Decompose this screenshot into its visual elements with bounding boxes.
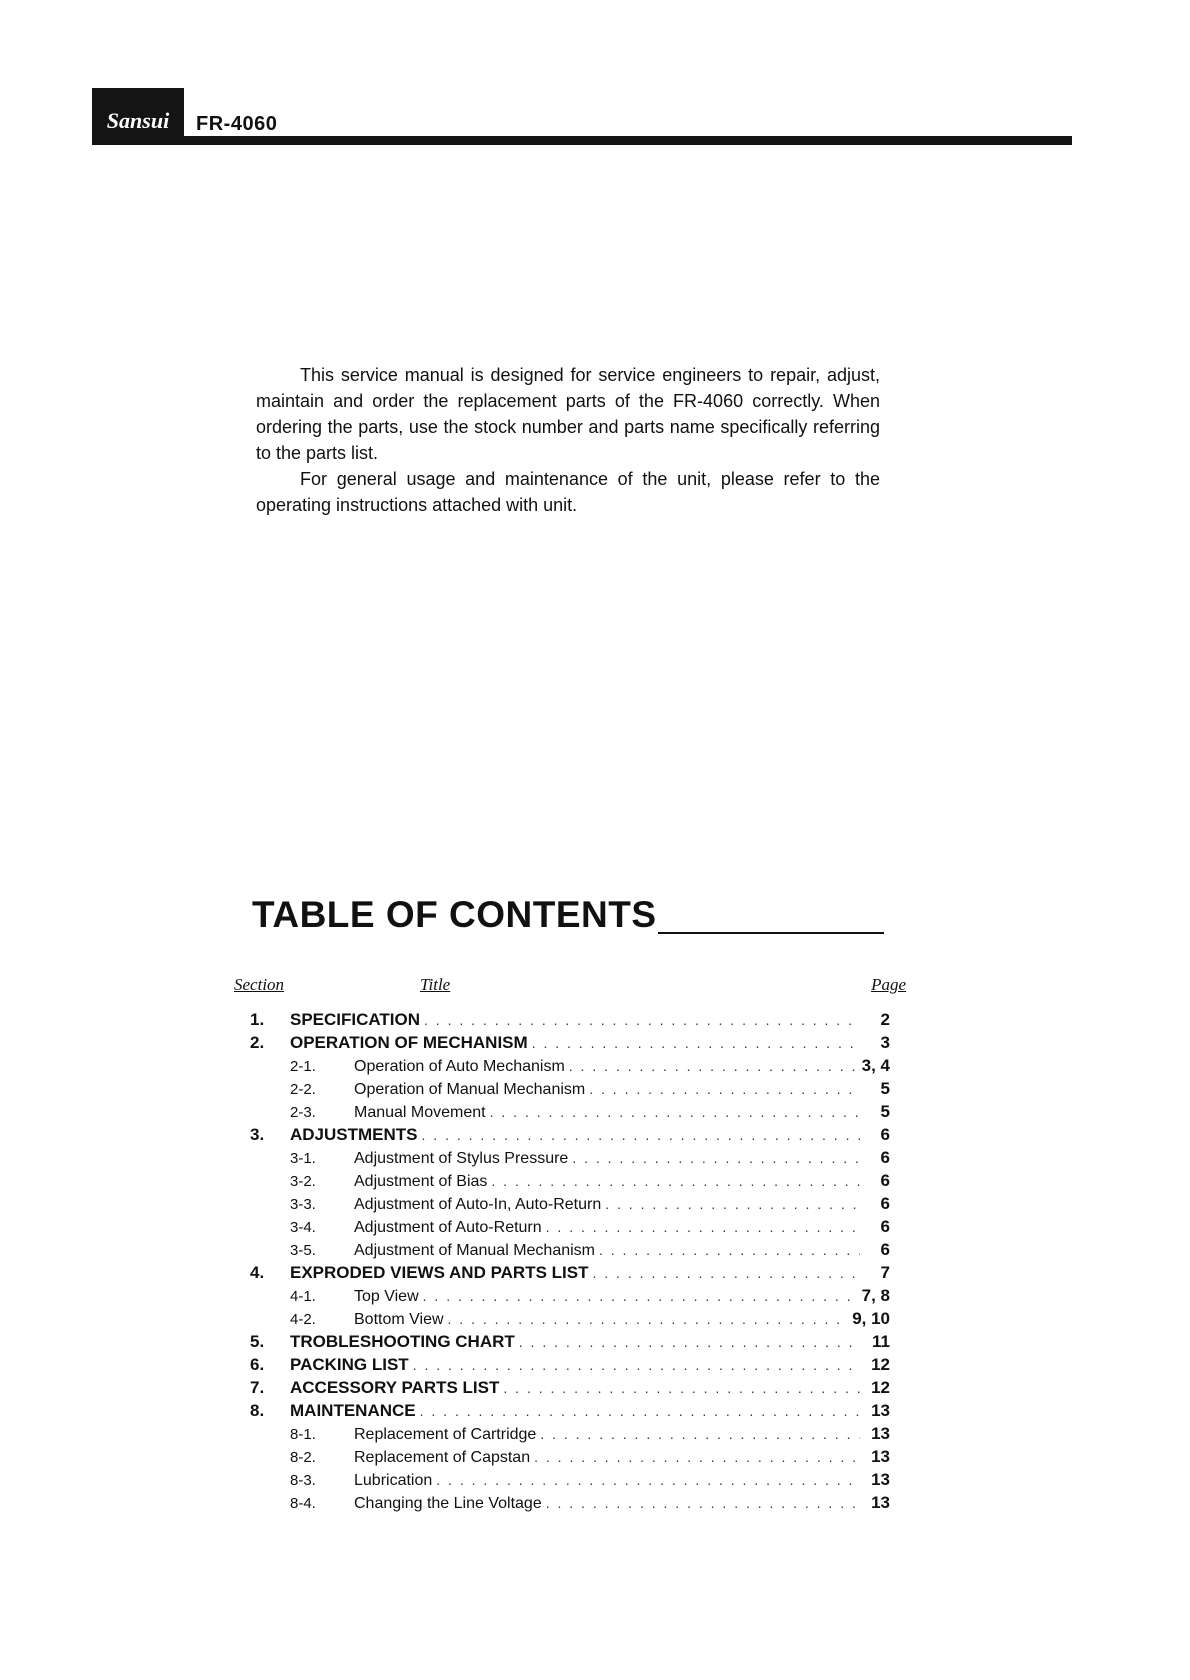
- intro-paragraph-2: For general usage and maintenance of the unit, please refer to the operating instructions attached with unit.: [256, 469, 880, 515]
- toc-entry-title: SPECIFICATION: [290, 1010, 421, 1029]
- toc-leader-dots: [420, 1403, 860, 1419]
- toc-entry-title: PACKING LIST: [290, 1355, 409, 1374]
- toc-entry-page: 3, 4: [861, 1056, 890, 1075]
- toc-entry-title: EXPRODED VIEWS AND PARTS LIST: [290, 1263, 589, 1282]
- toc-subsection-entry: [250, 1079, 890, 1102]
- toc-section-entry: [250, 1033, 890, 1056]
- toc-entry-title: Replacement of Capstan: [354, 1449, 531, 1466]
- toc-entry-page: 12: [871, 1378, 890, 1397]
- toc-subsection-entry: [250, 1240, 890, 1263]
- toc-entry-number: 3-2.: [290, 1173, 316, 1190]
- toc-section-entry: [250, 1263, 890, 1286]
- toc-leader-dots: [572, 1150, 860, 1166]
- toc-entry-title: Changing the Line Voltage: [354, 1495, 542, 1512]
- toc-entry-number: 7.: [250, 1378, 265, 1397]
- toc-subsection-entry: [250, 1056, 890, 1079]
- toc-leader-dots: [503, 1380, 860, 1396]
- toc-entry-page: 6: [880, 1148, 890, 1167]
- toc-entry-number: 2-3.: [290, 1104, 316, 1121]
- toc-entry-number: 1.: [250, 1010, 265, 1029]
- toc-subsection-entry: [250, 1447, 890, 1470]
- column-page-header: Page: [871, 975, 906, 994]
- toc-entry-title: Adjustment of Auto-Return: [354, 1219, 542, 1236]
- toc-subsection-entry: [250, 1148, 890, 1171]
- column-title-header: Title: [420, 975, 451, 994]
- toc-entry-page: 7, 8: [861, 1286, 890, 1305]
- toc-entry-page: 6: [880, 1171, 890, 1190]
- toc-leader-dots: [540, 1426, 860, 1442]
- toc-entry-number: 8-2.: [290, 1449, 316, 1466]
- toc-entry-title: ACCESSORY PARTS LIST: [290, 1378, 500, 1397]
- toc-entry-title: Operation of Auto Mechanism: [354, 1058, 565, 1075]
- toc-leader-dots: [532, 1035, 860, 1051]
- toc-entry-title: Adjustment of Auto-In, Auto-Return: [354, 1196, 602, 1213]
- toc-entry-number: 8-1.: [290, 1426, 316, 1443]
- brand-logo: Sansui: [92, 88, 184, 136]
- toc-leader-dots: [413, 1357, 860, 1373]
- toc-leader-dots: [436, 1472, 860, 1488]
- toc-entry-number: 8-4.: [290, 1495, 316, 1512]
- intro-paragraph-1: This service manual is designed for service engineers to repair, adjust, maintain and order the replacement parts of the FR-4060 correctly. When ordering the parts, use the stock number and parts name specifically referring to the parts list.: [256, 365, 880, 463]
- toc-subsection-entry: [250, 1194, 890, 1217]
- toc-entry-page: 12: [871, 1355, 890, 1374]
- toc-leader-dots: [519, 1334, 860, 1350]
- toc-entry-page: 5: [880, 1079, 890, 1098]
- toc-leader-dots: [546, 1495, 860, 1511]
- toc-entry-title: Adjustment of Stylus Pressure: [354, 1150, 569, 1167]
- toc-section-entry: [250, 1355, 890, 1378]
- toc-entry-number: 5.: [250, 1332, 265, 1351]
- toc-leader-dots: [424, 1012, 860, 1028]
- page-header: [92, 88, 1072, 148]
- toc-leader-dots: [589, 1081, 860, 1097]
- toc-entry-title: Bottom View: [354, 1311, 444, 1328]
- toc-leader-dots: [546, 1219, 860, 1235]
- toc-leader-dots: [491, 1173, 860, 1189]
- toc-entry-title: Adjustment of Manual Mechanism: [354, 1242, 595, 1259]
- toc-entry-title: OPERATION OF MECHANISM: [290, 1033, 528, 1052]
- intro-text: [256, 362, 880, 518]
- toc-entry-page: 13: [871, 1447, 890, 1466]
- toc-section-entry: [250, 1125, 890, 1148]
- toc-leader-dots: [423, 1288, 858, 1304]
- toc-entry-number: 3.: [250, 1125, 265, 1144]
- toc-entry-page: 6: [880, 1125, 890, 1144]
- toc-entry-number: 4.: [250, 1263, 265, 1282]
- toc-entry-number: 6.: [250, 1355, 265, 1374]
- toc-entry-title: Adjustment of Bias: [354, 1173, 488, 1190]
- toc-entry-number: 2-2.: [290, 1081, 316, 1098]
- toc-subsection-entry: [250, 1424, 890, 1447]
- toc-subsection-entry: [250, 1171, 890, 1194]
- toc-entry-number: 8.: [250, 1401, 265, 1420]
- toc-section-entry: [250, 1401, 890, 1424]
- toc-entry-number: 3-5.: [290, 1242, 316, 1259]
- toc-subsection-entry: [250, 1217, 890, 1240]
- toc-leader-dots: [569, 1058, 858, 1074]
- model-number: FR-4060: [196, 113, 278, 135]
- toc-leader-dots: [490, 1104, 860, 1120]
- toc-entry-number: 3-1.: [290, 1150, 316, 1167]
- toc-subsection-entry: [250, 1102, 890, 1125]
- toc-entry-page: 11: [872, 1332, 890, 1351]
- toc-entry-page: 13: [871, 1401, 890, 1420]
- toc-leader-dots: [605, 1196, 860, 1212]
- toc-entry-number: 3-4.: [290, 1219, 316, 1236]
- toc-entry-page: 13: [871, 1470, 890, 1489]
- toc-leader-dots: [592, 1265, 860, 1281]
- toc-list: [250, 1010, 890, 1516]
- toc-entry-title: TROBLESHOOTING CHART: [290, 1332, 515, 1351]
- toc-leader-dots: [448, 1311, 849, 1327]
- toc-entry-number: 8-3.: [290, 1472, 316, 1489]
- toc-subsection-entry: [250, 1470, 890, 1493]
- toc-leader-dots: [422, 1127, 860, 1143]
- toc-entry-page: 6: [880, 1240, 890, 1259]
- toc-entry-title: Replacement of Cartridge: [354, 1426, 537, 1443]
- toc-entry-title: Operation of Manual Mechanism: [354, 1081, 586, 1098]
- toc-section-entry: [250, 1010, 890, 1033]
- toc-entry-page: 5: [880, 1102, 890, 1121]
- toc-entry-page: 9, 10: [852, 1309, 890, 1328]
- toc-entry-page: 6: [880, 1194, 890, 1213]
- column-section-header: Section: [234, 975, 285, 994]
- toc-entry-title: Lubrication: [354, 1472, 433, 1489]
- toc-title: TABLE OF CONTENTS: [252, 894, 657, 935]
- toc-entry-number: 2.: [250, 1033, 265, 1052]
- toc-subsection-entry: [250, 1286, 890, 1309]
- toc-leader-dots: [534, 1449, 860, 1465]
- toc-leader-dots: [599, 1242, 860, 1258]
- toc-entry-page: 6: [880, 1217, 890, 1236]
- toc-heading: [252, 894, 884, 944]
- toc-entry-page: 13: [871, 1493, 890, 1512]
- toc-entry-title: ADJUSTMENTS: [290, 1125, 418, 1144]
- toc-section-entry: [250, 1378, 890, 1401]
- toc-column-headers: [234, 975, 906, 1001]
- toc-entry-number: 4-2.: [290, 1311, 316, 1328]
- toc-entry-title: Manual Movement: [354, 1104, 486, 1121]
- toc-entry-page: 7: [880, 1263, 890, 1282]
- toc-entry-number: 3-3.: [290, 1196, 316, 1213]
- header-rule: [92, 136, 1072, 145]
- toc-entry-number: 2-1.: [290, 1058, 316, 1075]
- toc-subsection-entry: [250, 1493, 890, 1516]
- toc-entry-page: 3: [880, 1033, 890, 1052]
- toc-entry-title: MAINTENANCE: [290, 1401, 416, 1420]
- toc-title-rule: [658, 932, 884, 934]
- toc-entry-page: 13: [871, 1424, 890, 1443]
- toc-section-entry: [250, 1332, 890, 1355]
- toc-entry-page: 2: [880, 1010, 890, 1029]
- toc-entry-title: Top View: [354, 1288, 419, 1305]
- toc-entry-number: 4-1.: [290, 1288, 316, 1305]
- toc-subsection-entry: [250, 1309, 890, 1332]
